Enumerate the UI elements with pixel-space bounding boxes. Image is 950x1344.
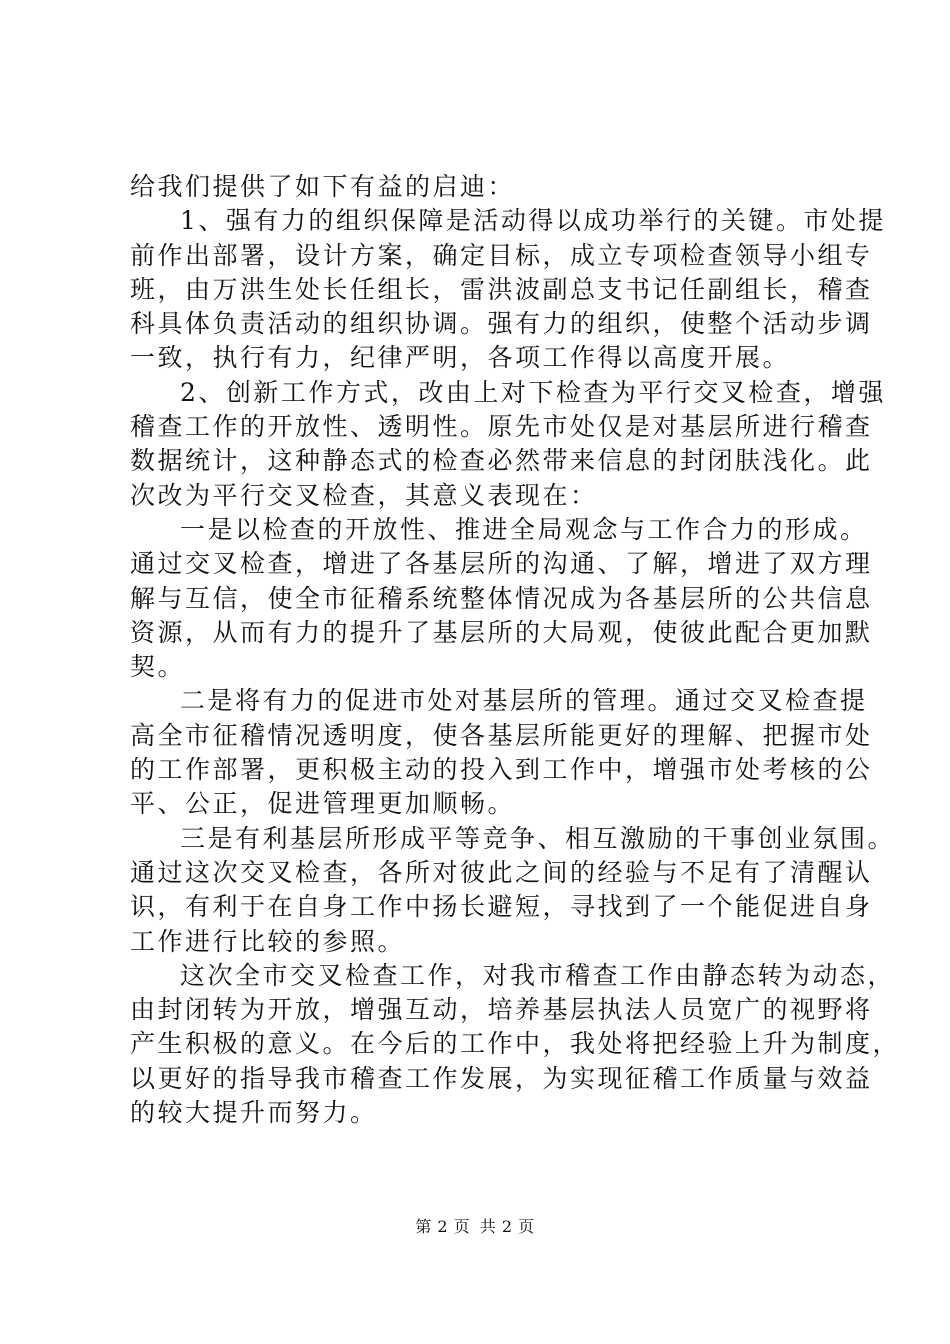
text-line: 识，有利于在自身工作中扬长避短，寻找到了一个能促进自身 [130, 892, 873, 922]
text-line: 以更好的指导我市稽查工作发展，为实现征稽工作质量与效益 [130, 1063, 873, 1093]
text-line: 给我们提供了如下有益的启迪： [130, 172, 516, 201]
text-line: 的较大提升而努力。 [130, 1098, 378, 1128]
text-line: 通过这次交叉检查，各所对彼此之间的经验与不足有了清醒认 [130, 857, 873, 887]
text-line: 由封闭转为开放，增强互动，培养基层执法人员宽广的视野将 [130, 995, 873, 1025]
text-line: 一是以检查的开放性、推进全局观念与工作合力的形成。 [180, 514, 868, 544]
text-line: 次改为平行交叉检查，其意义表现在： [130, 480, 598, 510]
text-line: 科具体负责活动的组织协调。强有力的组织，使整个活动步调 [130, 309, 873, 339]
text-line: 通过交叉检查，增进了各基层所的沟通、了解，增进了双方理 [130, 549, 873, 579]
page-total: 共 2 页 [479, 1217, 535, 1236]
text-line: 平、公正，促进管理更加顺畅。 [130, 789, 516, 819]
text-line: 产生积极的意义。在今后的工作中，我处将把经验上升为制度， [130, 1029, 901, 1059]
text-line: 一致，执行有力，纪律严明，各项工作得以高度开展。 [130, 343, 791, 373]
text-line: 班，由万洪生处长任组长，雷洪波副总支书记任副组长，稽查 [130, 274, 873, 304]
page-footer [0, 1214, 950, 1237]
text-line: 二是将有力的促进市处对基层所的管理。通过交叉检查提 [180, 686, 868, 716]
page-number: 第 2 页 [415, 1217, 471, 1236]
document-body [130, 170, 901, 1130]
text-line: 前作出部署，设计方案，确定目标，成立专项检查领导小组专 [130, 240, 873, 270]
text-line: 1、强有力的组织保障是活动得以成功举行的关键。市处提 [180, 206, 886, 236]
text-line: 这次全市交叉检查工作，对我市稽查工作由静态转为动态， [180, 960, 896, 990]
text-line: 数据统计，这种静态式的检查必然带来信息的封闭肤浅化。此 [130, 446, 873, 476]
text-line: 高全市征稽情况透明度，使各基层所能更好的理解、把握市处 [130, 720, 873, 750]
text-line: 资源，从而有力的提升了基层所的大局观，使彼此配合更加默 [130, 617, 873, 647]
text-line: 2、创新工作方式，改由上对下检查为平行交叉检查，增强 [180, 377, 886, 407]
text-line: 的工作部署，更积极主动的投入到工作中，增强市处考核的公 [130, 755, 873, 785]
text-line: 工作进行比较的参照。 [130, 926, 406, 956]
text-line: 稽查工作的开放性、透明性。原先市处仅是对基层所进行稽查 [130, 412, 873, 442]
text-line: 解与互信，使全市征稽系统整体情况成为各基层所的公共信息 [130, 583, 873, 613]
text-line: 契。 [130, 652, 186, 682]
text-line: 三是有利基层所形成平等竞争、相互激励的干事创业氛围。 [180, 823, 896, 853]
